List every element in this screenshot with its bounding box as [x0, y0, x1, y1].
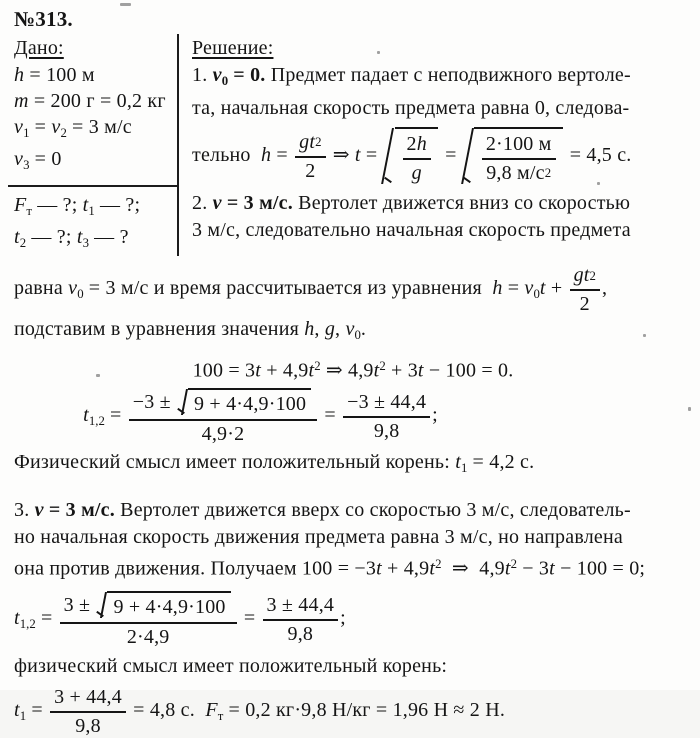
step2-line1: 2. v = 3 м/с. Вертолет движется вниз со скоростью [192, 192, 631, 215]
step2-quadratic-equation: $100 = 3t + 4,9t^2$ ⇒ $4,9t^2 + 3t - 100 = 0$. [192, 359, 514, 382]
fraction: $\frac{3 \pm 44,4}{9,8}$ [263, 593, 339, 646]
step1-formula-time: тельно h = gt 2 2 ⇒ t = 2 h g = 2·100 м 9,8 м/с 2 = 4,5 с. [192, 127, 694, 186]
page-header [0, 0, 700, 32]
step3-line2: но начальная скорость движения предмета равна 3 м/с, но направлена [14, 525, 623, 548]
square-root: 9 + 4·4,9·100 [177, 388, 311, 417]
problem-number: №313. [14, 7, 73, 31]
step2-roots-formula: $t_{1,2}$ = −3 ± 9 + 4·4,9·100 4,9·2 = $\frac{-3 \pm 44,4}{9,8}$ ; [14, 387, 692, 446]
fraction: 3 ± 9 + 4·4,9·100 2·4,9 [60, 590, 237, 649]
fraction: −3 ± 9 + 4·4,9·100 4,9·2 [129, 387, 317, 446]
given-divider-rule [8, 185, 177, 187]
given-row-height: h = 100 м [14, 64, 95, 86]
step2-line2: 3 м/с, следовательно начальная скорость предмета [192, 219, 631, 242]
square-root [463, 127, 563, 186]
unknowns-row-1: $F_т$ — ?; $t_1$ — ?; [14, 194, 141, 219]
square-root [384, 127, 438, 186]
solution-label: Решение: [192, 37, 274, 59]
solution-continuation [0, 263, 700, 738]
square-root: 9 + 4·4,9·100 [96, 591, 230, 620]
scan-speck [643, 334, 646, 337]
fraction: 2·100 м 9,8 м/с 2 [482, 132, 556, 185]
given-solution-section [0, 34, 700, 256]
step1-line1: 1. $v_0 = 0$. Предмет падает с неподвижного вертоле- [192, 64, 631, 89]
step3-line1: 3. v = 3 м/с. Вертолет движется вверх со скоростью 3 м/с, следователь- [14, 498, 631, 521]
solution-column [179, 34, 700, 256]
fraction: 2 h g [403, 132, 431, 185]
scan-speck [597, 182, 600, 185]
radical-sign [463, 127, 478, 186]
fraction: $\frac{3 + 44,4}{9,8}$ [50, 685, 126, 738]
final-answer-line: $t_1$ = $\frac{3 + 44,4}{9,8}$ = 4,8 с. $F_т = 0,2$ кг·9,8 Н/кг = 1,96 Н ≈ 2 Н. [14, 686, 506, 738]
step3-roots-formula: $t_{1,2}$ = 3 ± 9 + 4·4,9·100 2·4,9 = $\frac{3 \pm 44,4}{9,8}$ ; [14, 590, 692, 649]
radical-sign [177, 388, 192, 417]
scan-speck [377, 51, 380, 54]
step2-line3-equation: равна $v_0 = 3$ м/с и время рассчитывается из уравнения $h = v_0t$ + gt 2 2 , [14, 264, 608, 316]
given-row-velocity12: $v_1 = v_2 = 3$ м/с [14, 116, 132, 141]
given-row-velocity3: $v_3 = 0$ [14, 148, 62, 173]
given-column [0, 34, 177, 256]
radical-sign [96, 591, 111, 620]
step3-root-conclusion: физический смысл имеет положительный корень: [14, 655, 448, 678]
step3-line3-equation: она против движения. Получаем $100 = -3t + 4,9t^2$ ⇒ $4,9t^2 - 3t - 100 = 0$; [14, 556, 646, 580]
step2-line4: подставим в уравнения значения h, g, $v_0$. [14, 318, 367, 343]
fraction: $\frac{-3 \pm 44,4}{9,8}$ [343, 390, 430, 443]
given-row-mass: m = 200 г = 0,2 кг [14, 90, 166, 112]
fraction: gt 2 2 [570, 263, 600, 316]
radical-sign [384, 127, 399, 186]
step2-root-conclusion: Физический смысл имеет положительный корень: $t_1 = 4,2$ с. [14, 450, 535, 475]
unknowns-row-2: $t_2$ — ?; $t_3$ — ? [14, 226, 129, 251]
given-label: Дано: [14, 37, 64, 59]
fraction: gt 2 2 [295, 130, 325, 183]
scan-speck [120, 3, 131, 6]
step1-line2: та, начальная скорость предмета равна 0, следова- [192, 97, 630, 120]
scan-speck [688, 407, 691, 411]
scan-speck [96, 374, 100, 377]
